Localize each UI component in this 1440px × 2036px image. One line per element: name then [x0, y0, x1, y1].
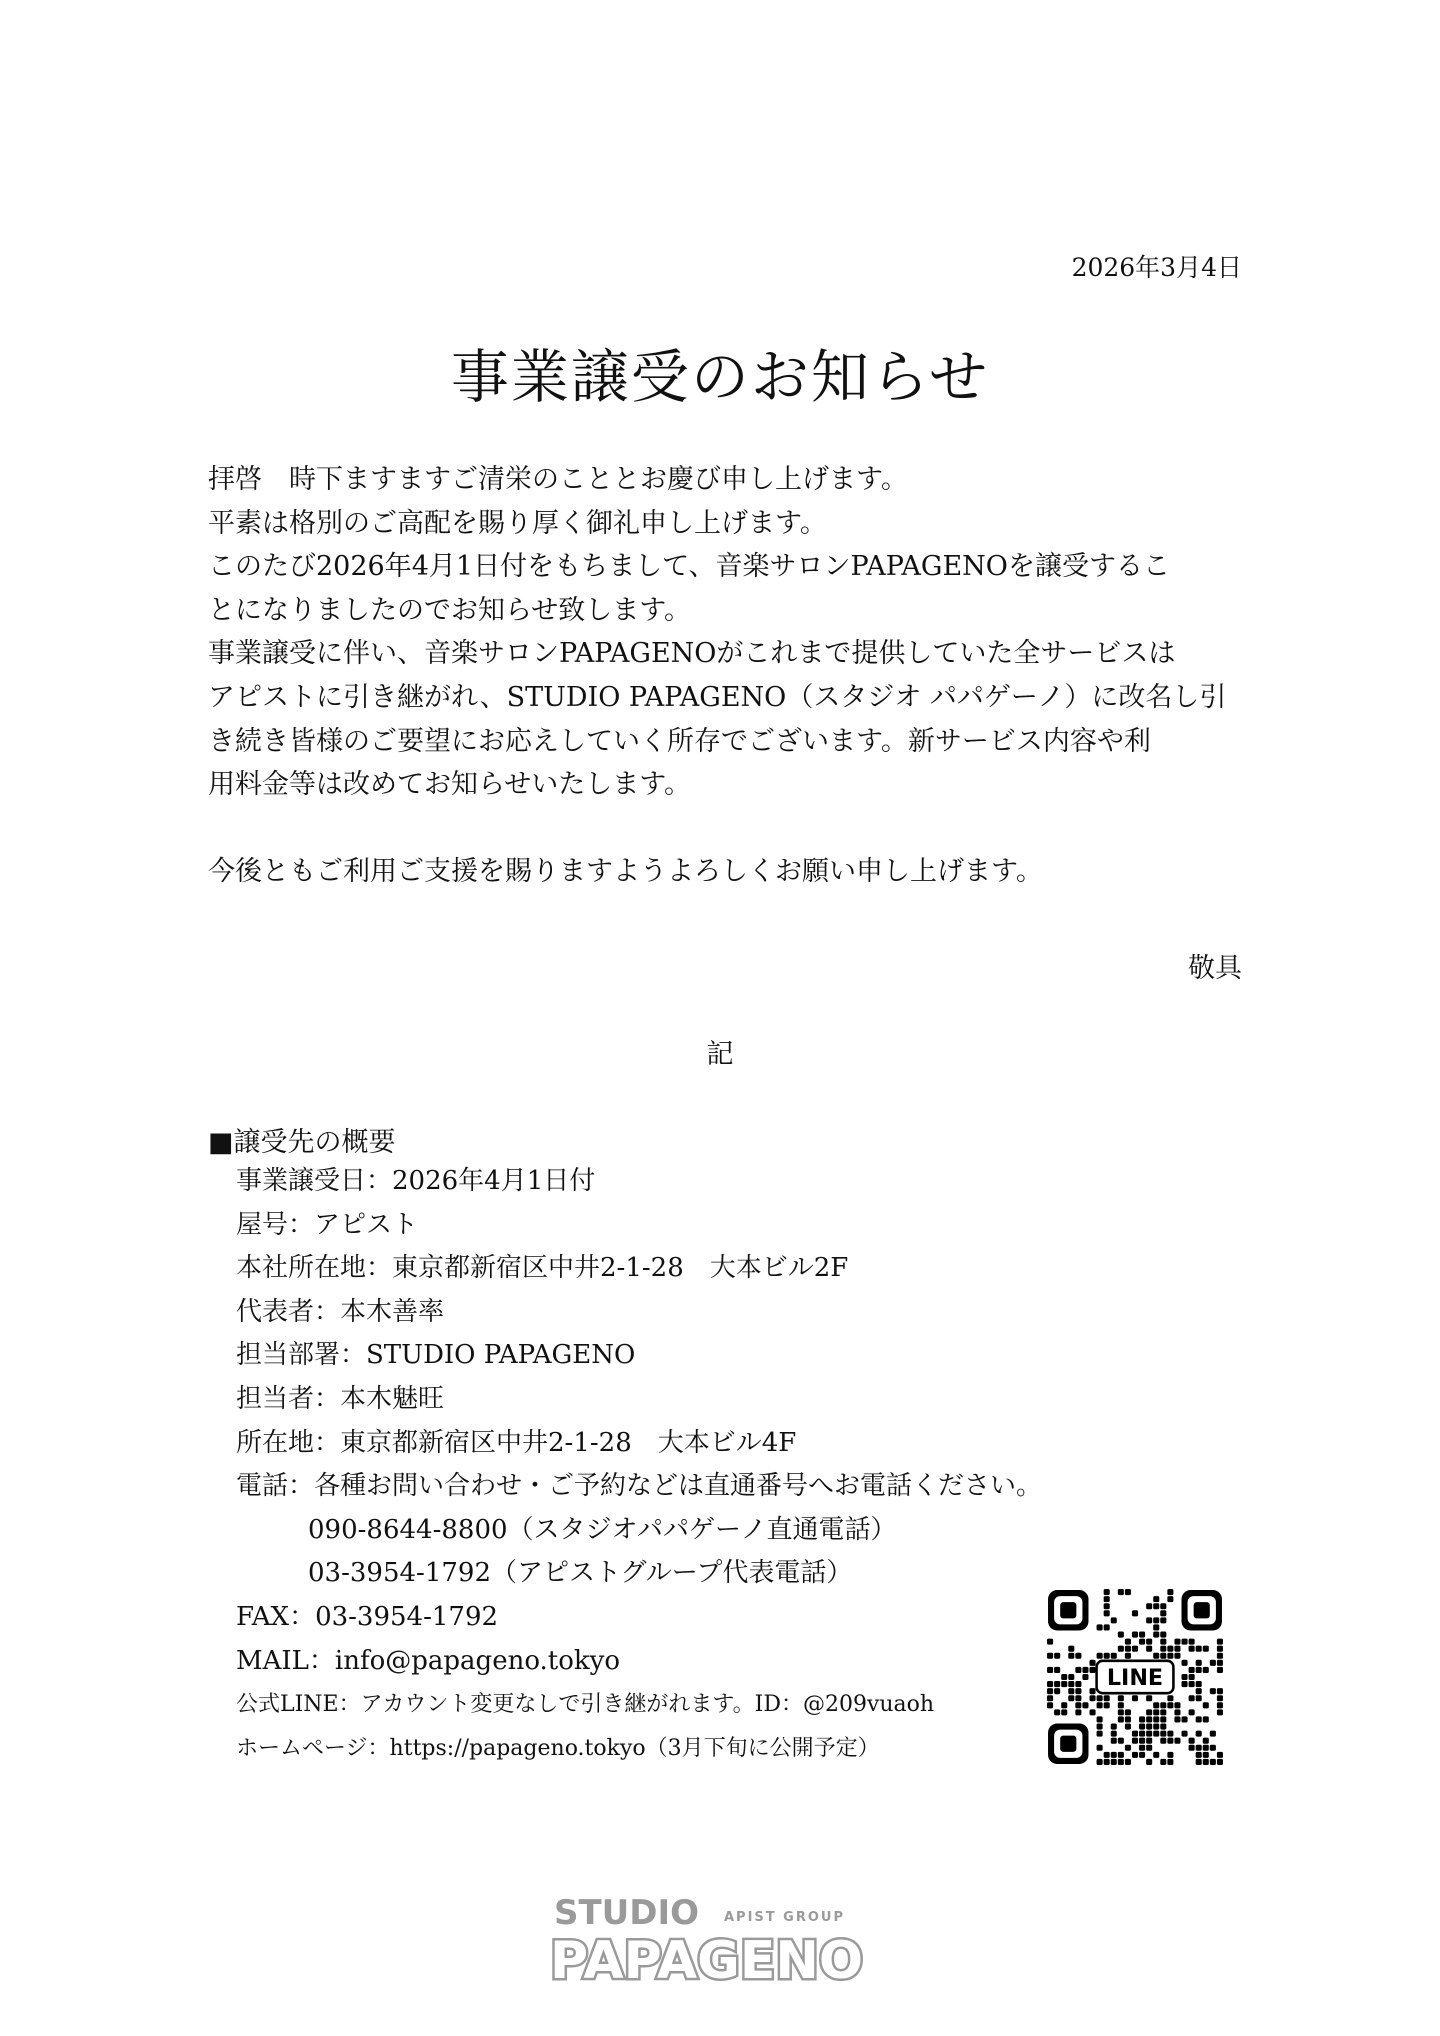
qr-module: [1104, 1624, 1110, 1630]
qr-module: [1189, 1695, 1195, 1701]
qr-module: [1146, 1724, 1152, 1730]
qr-module: [1160, 1724, 1166, 1730]
qr-module: [1075, 1688, 1081, 1694]
qr-module: [1153, 1603, 1159, 1609]
qr-module: [1047, 1653, 1053, 1659]
qr-module: [1068, 1695, 1074, 1701]
qr-module: [1217, 1702, 1223, 1708]
qr-module: [1104, 1610, 1110, 1616]
qr-module: [1160, 1610, 1166, 1616]
qr-module: [1160, 1702, 1166, 1708]
detail-trade-name: 屋号：アピスト: [236, 1209, 419, 1240]
qr-module: [1160, 1716, 1166, 1722]
qr-module: [1068, 1674, 1074, 1680]
qr-module: [1196, 1646, 1202, 1652]
qr-module: [1153, 1709, 1159, 1715]
body-line: 用料金等は改めてお知らせいたします。: [208, 769, 692, 801]
qr-module: [1196, 1759, 1202, 1765]
section-heading: ■譲受先の概要: [208, 1127, 396, 1158]
qr-module: [1125, 1724, 1131, 1730]
qr-module: [1217, 1688, 1223, 1694]
qr-module: [1090, 1709, 1096, 1715]
qr-module: [1054, 1653, 1060, 1659]
qr-module: [1167, 1759, 1173, 1765]
qr-module: [1082, 1674, 1088, 1680]
qr-module: [1090, 1688, 1096, 1694]
qr-module: [1146, 1603, 1152, 1609]
qr-module: [1068, 1653, 1074, 1659]
qr-module: [1111, 1617, 1117, 1623]
qr-module: [1174, 1716, 1180, 1722]
qr-module: [1203, 1646, 1209, 1652]
qr-module: [1104, 1752, 1110, 1758]
qr-module: [1203, 1667, 1209, 1673]
qr-module: [1146, 1639, 1152, 1645]
qr-module: [1174, 1646, 1180, 1652]
qr-module: [1125, 1759, 1131, 1765]
qr-module: [1082, 1702, 1088, 1708]
body-line: とになりましたのでお知らせ致します。: [208, 594, 692, 626]
qr-line-label: LINE: [1106, 1665, 1164, 1692]
qr-module: [1139, 1745, 1145, 1751]
qr-module: [1146, 1745, 1152, 1751]
qr-module: [1118, 1759, 1124, 1765]
qr-module: [1146, 1738, 1152, 1744]
qr-module: [1061, 1702, 1067, 1708]
body-line: 拝啓 時下ますますご清栄のこととお慶び申し上げます。: [208, 464, 908, 495]
qr-module: [1167, 1738, 1173, 1744]
qr-module: [1139, 1731, 1145, 1737]
qr-module: [1210, 1660, 1216, 1666]
qr-module: [1061, 1709, 1067, 1715]
qr-module: [1146, 1759, 1152, 1765]
qr-module: [1097, 1716, 1103, 1722]
qr-module: [1118, 1589, 1124, 1595]
qr-module: [1111, 1731, 1117, 1737]
qr-module: [1118, 1702, 1124, 1708]
qr-module: [1047, 1695, 1053, 1701]
qr-module: [1167, 1695, 1173, 1701]
qr-module: [1153, 1624, 1159, 1630]
qr-module: [1125, 1639, 1131, 1645]
qr-module: [1139, 1716, 1145, 1722]
qr-module: [1047, 1639, 1053, 1645]
qr-module: [1196, 1716, 1202, 1722]
qr-module: [1189, 1745, 1195, 1751]
qr-module: [1146, 1716, 1152, 1722]
qr-module: [1097, 1724, 1103, 1730]
closing-request: 今後ともご利用ご支援を賜りますようよろしくお願い申し上げます。: [208, 856, 1043, 888]
detail-mail: MAIL：info@papageno.tokyo: [236, 1645, 620, 1676]
qr-module: [1132, 1752, 1138, 1758]
qr-module: [1189, 1646, 1195, 1652]
qr-module: [1097, 1702, 1103, 1708]
qr-module: [1203, 1716, 1209, 1722]
qr-module: [1132, 1646, 1138, 1652]
qr-module: [1153, 1702, 1159, 1708]
letter-body: [208, 458, 1248, 894]
qr-module: [1196, 1745, 1202, 1751]
qr-module: [1097, 1745, 1103, 1751]
qr-module: [1104, 1653, 1110, 1659]
qr-module: [1097, 1759, 1103, 1765]
qr-module: [1075, 1653, 1081, 1659]
qr-module: [1104, 1759, 1110, 1765]
qr-module: [1118, 1709, 1124, 1715]
qr-module: [1118, 1716, 1124, 1722]
qr-module: [1182, 1639, 1188, 1645]
qr-module: [1054, 1709, 1060, 1715]
qr-module: [1160, 1603, 1166, 1609]
ki-heading: 記: [706, 1039, 734, 1070]
qr-module: [1153, 1653, 1159, 1659]
body-line: このたび2026年4月1日付をもちまして、音楽サロンPAPAGENOを譲受するこ: [208, 551, 1170, 583]
qr-module: [1203, 1752, 1209, 1758]
qr-module: [1097, 1624, 1103, 1630]
qr-module: [1047, 1688, 1053, 1694]
qr-module: [1210, 1688, 1216, 1694]
qr-module: [1111, 1738, 1117, 1744]
qr-module: [1160, 1632, 1166, 1638]
qr-module: [1182, 1731, 1188, 1737]
qr-module: [1153, 1596, 1159, 1602]
qr-module: [1104, 1589, 1110, 1595]
body-line: 事業譲受に伴い、音楽サロンPAPAGENOがこれまで提供していた全サービスは: [208, 638, 1176, 670]
closing-keigu: 敬具: [1188, 953, 1242, 984]
detail-homepage: ホームページ：https://papageno.tokyo（3月下旬に公開予定）: [236, 1735, 880, 1761]
qr-module: [1125, 1709, 1131, 1715]
detail-location: 所在地：東京都新宿区中井2-1-28 大本ビル4F: [236, 1427, 797, 1458]
qr-module: [1174, 1653, 1180, 1659]
qr-module: [1082, 1667, 1088, 1673]
qr-module: [1217, 1695, 1223, 1701]
logo-studio: STUDIO: [554, 1893, 700, 1933]
qr-module: [1203, 1745, 1209, 1751]
qr-module: [1047, 1681, 1053, 1687]
qr-module: [1203, 1702, 1209, 1708]
qr-module: [1182, 1716, 1188, 1722]
qr-module: [1160, 1639, 1166, 1645]
qr-module: [1217, 1667, 1223, 1673]
body-line: 平素は格別のご高配を賜り厚く御礼申し上げます。: [208, 507, 827, 539]
qr-module: [1068, 1646, 1074, 1652]
detail-phone-main: 03-3954-1792（アピストグループ代表電話）: [308, 1558, 853, 1589]
qr-module: [1167, 1752, 1173, 1758]
transferee-details: [236, 1160, 1042, 1770]
qr-module: [1132, 1738, 1138, 1744]
qr-module: [1167, 1589, 1173, 1595]
qr-module: [1182, 1674, 1188, 1680]
qr-module: [1139, 1632, 1145, 1638]
qr-module: [1104, 1695, 1110, 1701]
qr-module: [1189, 1639, 1195, 1645]
qr-module: [1125, 1646, 1131, 1652]
qr-module: [1075, 1667, 1081, 1673]
qr-module: [1189, 1674, 1195, 1680]
qr-module: [1160, 1653, 1166, 1659]
qr-module: [1174, 1709, 1180, 1715]
qr-module: [1196, 1695, 1202, 1701]
qr-module: [1196, 1752, 1202, 1758]
qr-module: [1104, 1596, 1110, 1602]
qr-module: [1217, 1759, 1223, 1765]
qr-module: [1118, 1646, 1124, 1652]
detail-phone-intro: 電話：各種お問い合わせ・ご予約などは直通番号へお電話ください。: [236, 1471, 1043, 1502]
qr-module: [1174, 1702, 1180, 1708]
qr-module: [1174, 1639, 1180, 1645]
qr-module: [1146, 1709, 1152, 1715]
studio-papageno-logo: [548, 1890, 904, 1986]
qr-module: [1132, 1731, 1138, 1737]
qr-module: [1196, 1667, 1202, 1673]
qr-module: [1111, 1752, 1117, 1758]
qr-module: [1189, 1709, 1195, 1715]
qr-module: [1196, 1681, 1202, 1687]
qr-module: [1167, 1646, 1173, 1652]
qr-module: [1203, 1759, 1209, 1765]
qr-module: [1160, 1738, 1166, 1744]
body-line: き続き皆様のご要望にお応えしていく所存でございます。新サービス内容や利: [208, 725, 1151, 757]
qr-module: [1090, 1695, 1096, 1701]
qr-module: [1167, 1731, 1173, 1737]
qr-module: [1118, 1695, 1124, 1701]
qr-module: [1132, 1610, 1138, 1616]
qr-module: [1182, 1681, 1188, 1687]
qr-module: [1217, 1709, 1223, 1715]
qr-module: [1111, 1653, 1117, 1659]
qr-module: [1160, 1646, 1166, 1652]
qr-module: [1217, 1660, 1223, 1666]
document-title: 事業譲受のお知らせ: [450, 343, 990, 411]
qr-module: [1097, 1731, 1103, 1737]
qr-module: [1167, 1702, 1173, 1708]
qr-module: [1189, 1667, 1195, 1673]
qr-module: [1111, 1724, 1117, 1730]
qr-module: [1139, 1752, 1145, 1758]
detail-fax: FAX：03-3954-1792: [236, 1601, 499, 1632]
qr-module: [1125, 1589, 1131, 1595]
qr-module: [1139, 1639, 1145, 1645]
qr-module: [1118, 1752, 1124, 1758]
qr-module: [1167, 1653, 1173, 1659]
qr-module: [1153, 1716, 1159, 1722]
qr-module: [1090, 1667, 1096, 1673]
qr-module: [1217, 1639, 1223, 1645]
qr-module: [1054, 1681, 1060, 1687]
qr-module: [1160, 1617, 1166, 1623]
qr-module: [1132, 1695, 1138, 1701]
document-date: 2026年3月4日: [1071, 253, 1242, 282]
qr-module: [1139, 1724, 1145, 1730]
qr-module: [1153, 1724, 1159, 1730]
qr-module: [1104, 1702, 1110, 1708]
qr-module: [1174, 1738, 1180, 1744]
detail-representative: 代表者：本木善率: [236, 1296, 445, 1327]
qr-module: [1097, 1695, 1103, 1701]
qr-module: [1146, 1695, 1152, 1701]
qr-module: [1111, 1759, 1117, 1765]
qr-module: [1090, 1660, 1096, 1666]
qr-module: [1054, 1688, 1060, 1694]
body-line: アピストに引き継がれ、STUDIO PAPAGENO（スタジオ パパゲーノ）に改名し引: [208, 681, 1227, 713]
qr-module: [1146, 1731, 1152, 1737]
qr-module: [1061, 1681, 1067, 1687]
qr-module: [1146, 1646, 1152, 1652]
qr-module: [1196, 1688, 1202, 1694]
logo-papageno: PAPAGENO: [550, 1931, 864, 1986]
detail-head-office: 本社所在地：東京都新宿区中井2-1-28 大本ビル2F: [236, 1253, 849, 1284]
qr-module: [1182, 1660, 1188, 1666]
qr-module: [1153, 1731, 1159, 1737]
qr-module: [1125, 1653, 1131, 1659]
qr-module: [1160, 1709, 1166, 1715]
qr-module: [1047, 1702, 1053, 1708]
qr-module: [1160, 1731, 1166, 1737]
qr-module: [1196, 1660, 1202, 1666]
detail-transfer-date: 事業譲受日：2026年4月1日付: [236, 1166, 596, 1196]
qr-module: [1047, 1667, 1053, 1673]
detail-contact-person: 担当者：本木魅旺: [236, 1383, 445, 1414]
qr-module: [1075, 1681, 1081, 1687]
qr-module: [1118, 1738, 1124, 1744]
qr-module: [1104, 1603, 1110, 1609]
qr-module: [1153, 1632, 1159, 1638]
qr-module: [1160, 1759, 1166, 1765]
qr-module: [1167, 1596, 1173, 1602]
qr-module: [1153, 1617, 1159, 1623]
qr-module: [1068, 1688, 1074, 1694]
detail-phone-direct: 090-8644-8800（スタジオパパゲーノ直通電話）: [308, 1514, 897, 1545]
qr-module: [1196, 1731, 1202, 1737]
qr-module: [1146, 1617, 1152, 1623]
detail-department: 担当部署：STUDIO PAPAGENO: [236, 1340, 636, 1371]
qr-module: [1189, 1681, 1195, 1687]
qr-module: [1061, 1674, 1067, 1680]
qr-module: [1097, 1653, 1103, 1659]
qr-module: [1132, 1632, 1138, 1638]
qr-module: [1210, 1759, 1216, 1765]
qr-module: [1210, 1731, 1216, 1737]
qr-module: [1118, 1632, 1124, 1638]
qr-module: [1217, 1646, 1223, 1652]
qr-module: [1075, 1702, 1081, 1708]
qr-module: [1125, 1745, 1131, 1751]
qr-module: [1139, 1738, 1145, 1744]
detail-line: 公式LINE：アカウント変更なしで引き継がれます。ID：@209vuaoh: [236, 1692, 935, 1718]
qr-module: [1210, 1745, 1216, 1751]
qr-module: [1075, 1709, 1081, 1715]
qr-module: [1217, 1752, 1223, 1758]
qr-module: [1203, 1738, 1209, 1744]
line-qr-code[interactable]: [1044, 1586, 1226, 1768]
qr-module: [1189, 1738, 1195, 1744]
qr-module: [1153, 1752, 1159, 1758]
qr-module: [1054, 1667, 1060, 1673]
logo-apist-group: APIST GROUP: [724, 1910, 845, 1925]
qr-module: [1125, 1716, 1131, 1722]
qr-module: [1068, 1681, 1074, 1687]
qr-module: [1217, 1653, 1223, 1659]
qr-module: [1075, 1695, 1081, 1701]
